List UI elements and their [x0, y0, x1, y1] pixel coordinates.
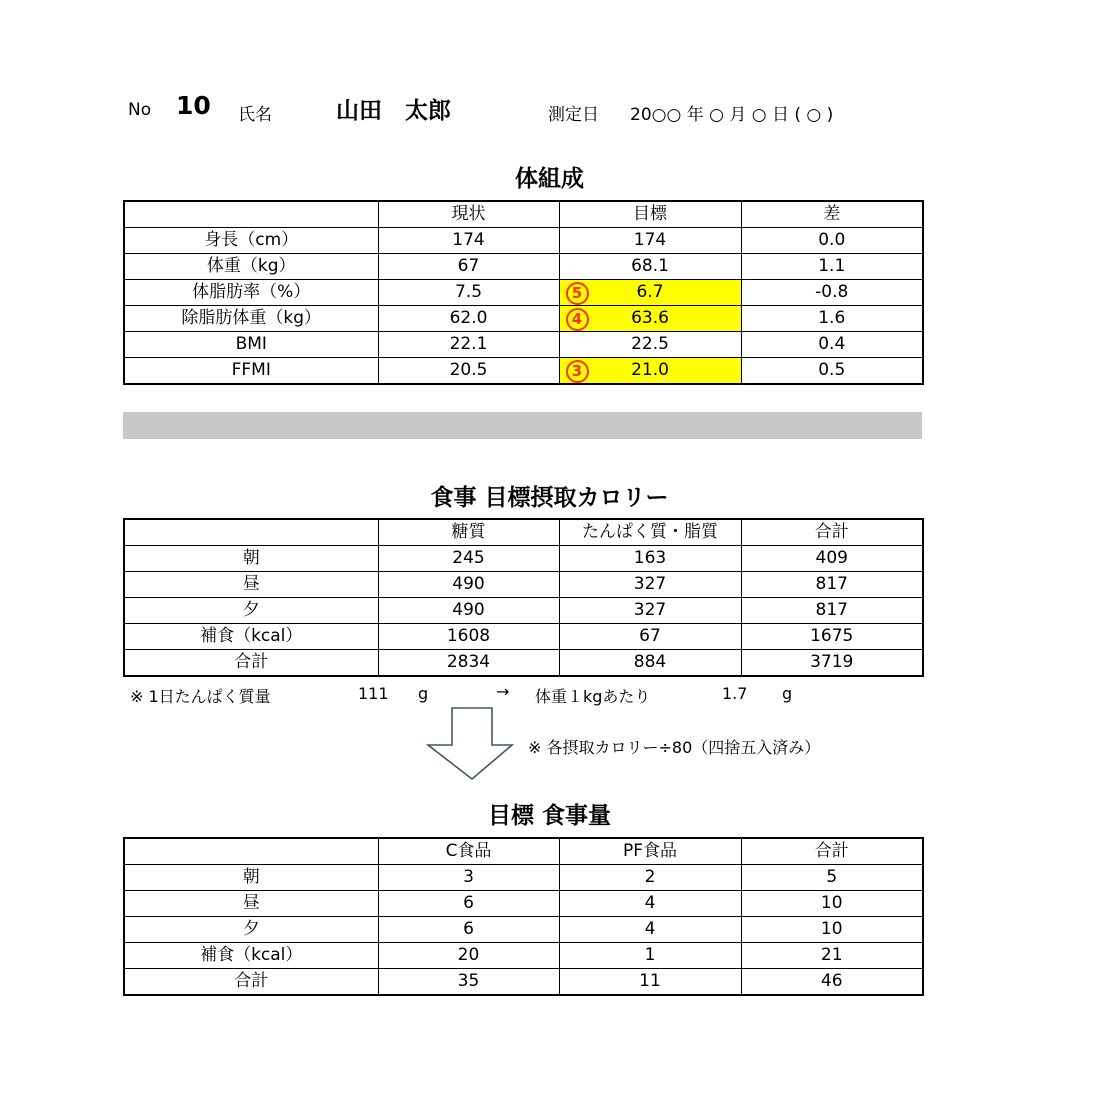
body-comp-target-cell	[559, 306, 741, 332]
calorie-total-cell: 817	[741, 572, 923, 598]
table-row	[124, 865, 923, 891]
calorie-row-label: 補食（kcal）	[124, 624, 378, 650]
amount-total-cell: 46	[741, 969, 923, 996]
calorie-table	[123, 518, 924, 677]
calorie-pf-cell: 327	[559, 598, 741, 624]
arrow-right: →	[496, 682, 510, 701]
amount-c-cell: 6	[378, 917, 559, 943]
name-label: 氏名	[238, 105, 272, 125]
body-comp-table	[123, 200, 924, 385]
table-row	[124, 572, 923, 598]
per-kg-value: 1.7	[722, 684, 748, 703]
body-comp-target-value: 6.7	[636, 282, 664, 302]
body-comp-current-cell: 174	[378, 228, 559, 254]
body-comp-target-cell	[559, 358, 741, 385]
amount-row-label: 夕	[124, 917, 378, 943]
body-comp-header-cell: 差	[741, 201, 923, 228]
table-row	[124, 306, 923, 332]
calorie-row-label: 昼	[124, 572, 378, 598]
protein-note-value: 111	[358, 684, 389, 703]
circled-number-icon: 4	[566, 308, 589, 331]
table-row	[124, 943, 923, 969]
amount-row-label: 補食（kcal）	[124, 943, 378, 969]
body-comp-header-cell: 現状	[378, 201, 559, 228]
protein-note-label: ※ 1日たんぱく質量	[130, 687, 271, 706]
body-comp-target-cell: 174	[559, 228, 741, 254]
table-row	[124, 228, 923, 254]
date-label: 測定日	[548, 105, 599, 125]
body-comp-target-cell: 68.1	[559, 254, 741, 280]
body-comp-row-label: FFMI	[124, 358, 378, 385]
calorie-pf-cell: 67	[559, 624, 741, 650]
calorie-total-cell: 1675	[741, 624, 923, 650]
table-row	[124, 598, 923, 624]
amount-pf-cell: 11	[559, 969, 741, 996]
body-comp-header-row	[124, 201, 923, 228]
calorie-pf-cell: 884	[559, 650, 741, 677]
amount-total-cell: 5	[741, 865, 923, 891]
amount-header-row	[124, 838, 923, 865]
body-comp-current-cell: 67	[378, 254, 559, 280]
circled-number-icon: 3	[566, 360, 589, 383]
body-comp-diff-cell: 0.4	[741, 332, 923, 358]
calorie-row-label: 朝	[124, 546, 378, 572]
amount-row-label: 昼	[124, 891, 378, 917]
no-value: 10	[176, 91, 211, 120]
amount-header-cell: 合計	[741, 838, 923, 865]
body-comp-row-label: 体脂肪率（%）	[124, 280, 378, 306]
amount-c-cell: 3	[378, 865, 559, 891]
amount-total-cell: 21	[741, 943, 923, 969]
calorie-c-cell: 490	[378, 598, 559, 624]
calorie-total-cell: 3719	[741, 650, 923, 677]
body-comp-title: 体組成	[515, 166, 584, 192]
table-row	[124, 624, 923, 650]
body-comp-diff-cell: 0.5	[741, 358, 923, 385]
amount-total-cell: 10	[741, 891, 923, 917]
amount-table	[123, 837, 924, 996]
calorie-c-cell: 1608	[378, 624, 559, 650]
calorie-c-cell: 2834	[378, 650, 559, 677]
division-note: ※ 各摂取カロリー÷80（四捨五入済み）	[528, 738, 821, 757]
body-comp-diff-cell: 1.1	[741, 254, 923, 280]
divider-bar	[123, 412, 922, 439]
body-comp-current-cell: 22.1	[378, 332, 559, 358]
body-comp-target-value: 63.6	[631, 308, 669, 328]
calorie-header-cell: 合計	[741, 519, 923, 546]
calorie-header-cell	[124, 519, 378, 546]
amount-c-cell: 20	[378, 943, 559, 969]
amount-pf-cell: 2	[559, 865, 741, 891]
calorie-total-cell: 409	[741, 546, 923, 572]
table-row	[124, 546, 923, 572]
amount-pf-cell: 4	[559, 891, 741, 917]
protein-note-unit: g	[418, 684, 429, 703]
down-arrow-icon	[426, 707, 514, 781]
body-comp-current-cell: 62.0	[378, 306, 559, 332]
calorie-header-cell: たんぱく質・脂質	[559, 519, 741, 546]
body-comp-header-cell	[124, 201, 378, 228]
amount-header-cell	[124, 838, 378, 865]
body-comp-diff-cell: 1.6	[741, 306, 923, 332]
calorie-title: 食事 目標摂取カロリー	[430, 485, 669, 511]
calorie-header-row	[124, 519, 923, 546]
amount-title: 目標 食事量	[487, 803, 611, 829]
calorie-pf-cell: 163	[559, 546, 741, 572]
date-value: 20○○ 年 ○ 月 ○ 日 ( ○ )	[630, 105, 834, 125]
table-row	[124, 969, 923, 996]
table-row	[124, 254, 923, 280]
body-comp-diff-cell: -0.8	[741, 280, 923, 306]
table-row	[124, 332, 923, 358]
body-comp-target-cell	[559, 280, 741, 306]
per-kg-unit: g	[782, 684, 793, 703]
table-row	[124, 917, 923, 943]
table-row	[124, 358, 923, 385]
body-comp-current-cell: 20.5	[378, 358, 559, 385]
amount-row-label: 合計	[124, 969, 378, 996]
amount-total-cell: 10	[741, 917, 923, 943]
no-label: No	[128, 100, 152, 120]
circled-number-icon: 5	[566, 282, 589, 305]
body-comp-target-cell: 22.5	[559, 332, 741, 358]
body-comp-diff-cell: 0.0	[741, 228, 923, 254]
name-value: 山田 太郎	[336, 98, 451, 124]
body-comp-row-label: 体重（kg）	[124, 254, 378, 280]
per-kg-label: 体重１kgあたり	[535, 687, 651, 706]
body-comp-row-label: 除脂肪体重（kg）	[124, 306, 378, 332]
calorie-total-cell: 817	[741, 598, 923, 624]
amount-header-cell: C食品	[378, 838, 559, 865]
table-row	[124, 891, 923, 917]
amount-row-label: 朝	[124, 865, 378, 891]
calorie-pf-cell: 327	[559, 572, 741, 598]
amount-c-cell: 6	[378, 891, 559, 917]
amount-pf-cell: 4	[559, 917, 741, 943]
body-comp-header-cell: 目標	[559, 201, 741, 228]
table-row	[124, 650, 923, 677]
body-comp-row-label: BMI	[124, 332, 378, 358]
body-comp-target-value: 21.0	[631, 360, 669, 380]
body-comp-row-label: 身長（cm）	[124, 228, 378, 254]
calorie-header-cell: 糖質	[378, 519, 559, 546]
table-row	[124, 280, 923, 306]
amount-c-cell: 35	[378, 969, 559, 996]
calorie-c-cell: 245	[378, 546, 559, 572]
amount-pf-cell: 1	[559, 943, 741, 969]
calorie-row-label: 夕	[124, 598, 378, 624]
calorie-row-label: 合計	[124, 650, 378, 677]
amount-header-cell: PF食品	[559, 838, 741, 865]
body-comp-current-cell: 7.5	[378, 280, 559, 306]
calorie-c-cell: 490	[378, 572, 559, 598]
